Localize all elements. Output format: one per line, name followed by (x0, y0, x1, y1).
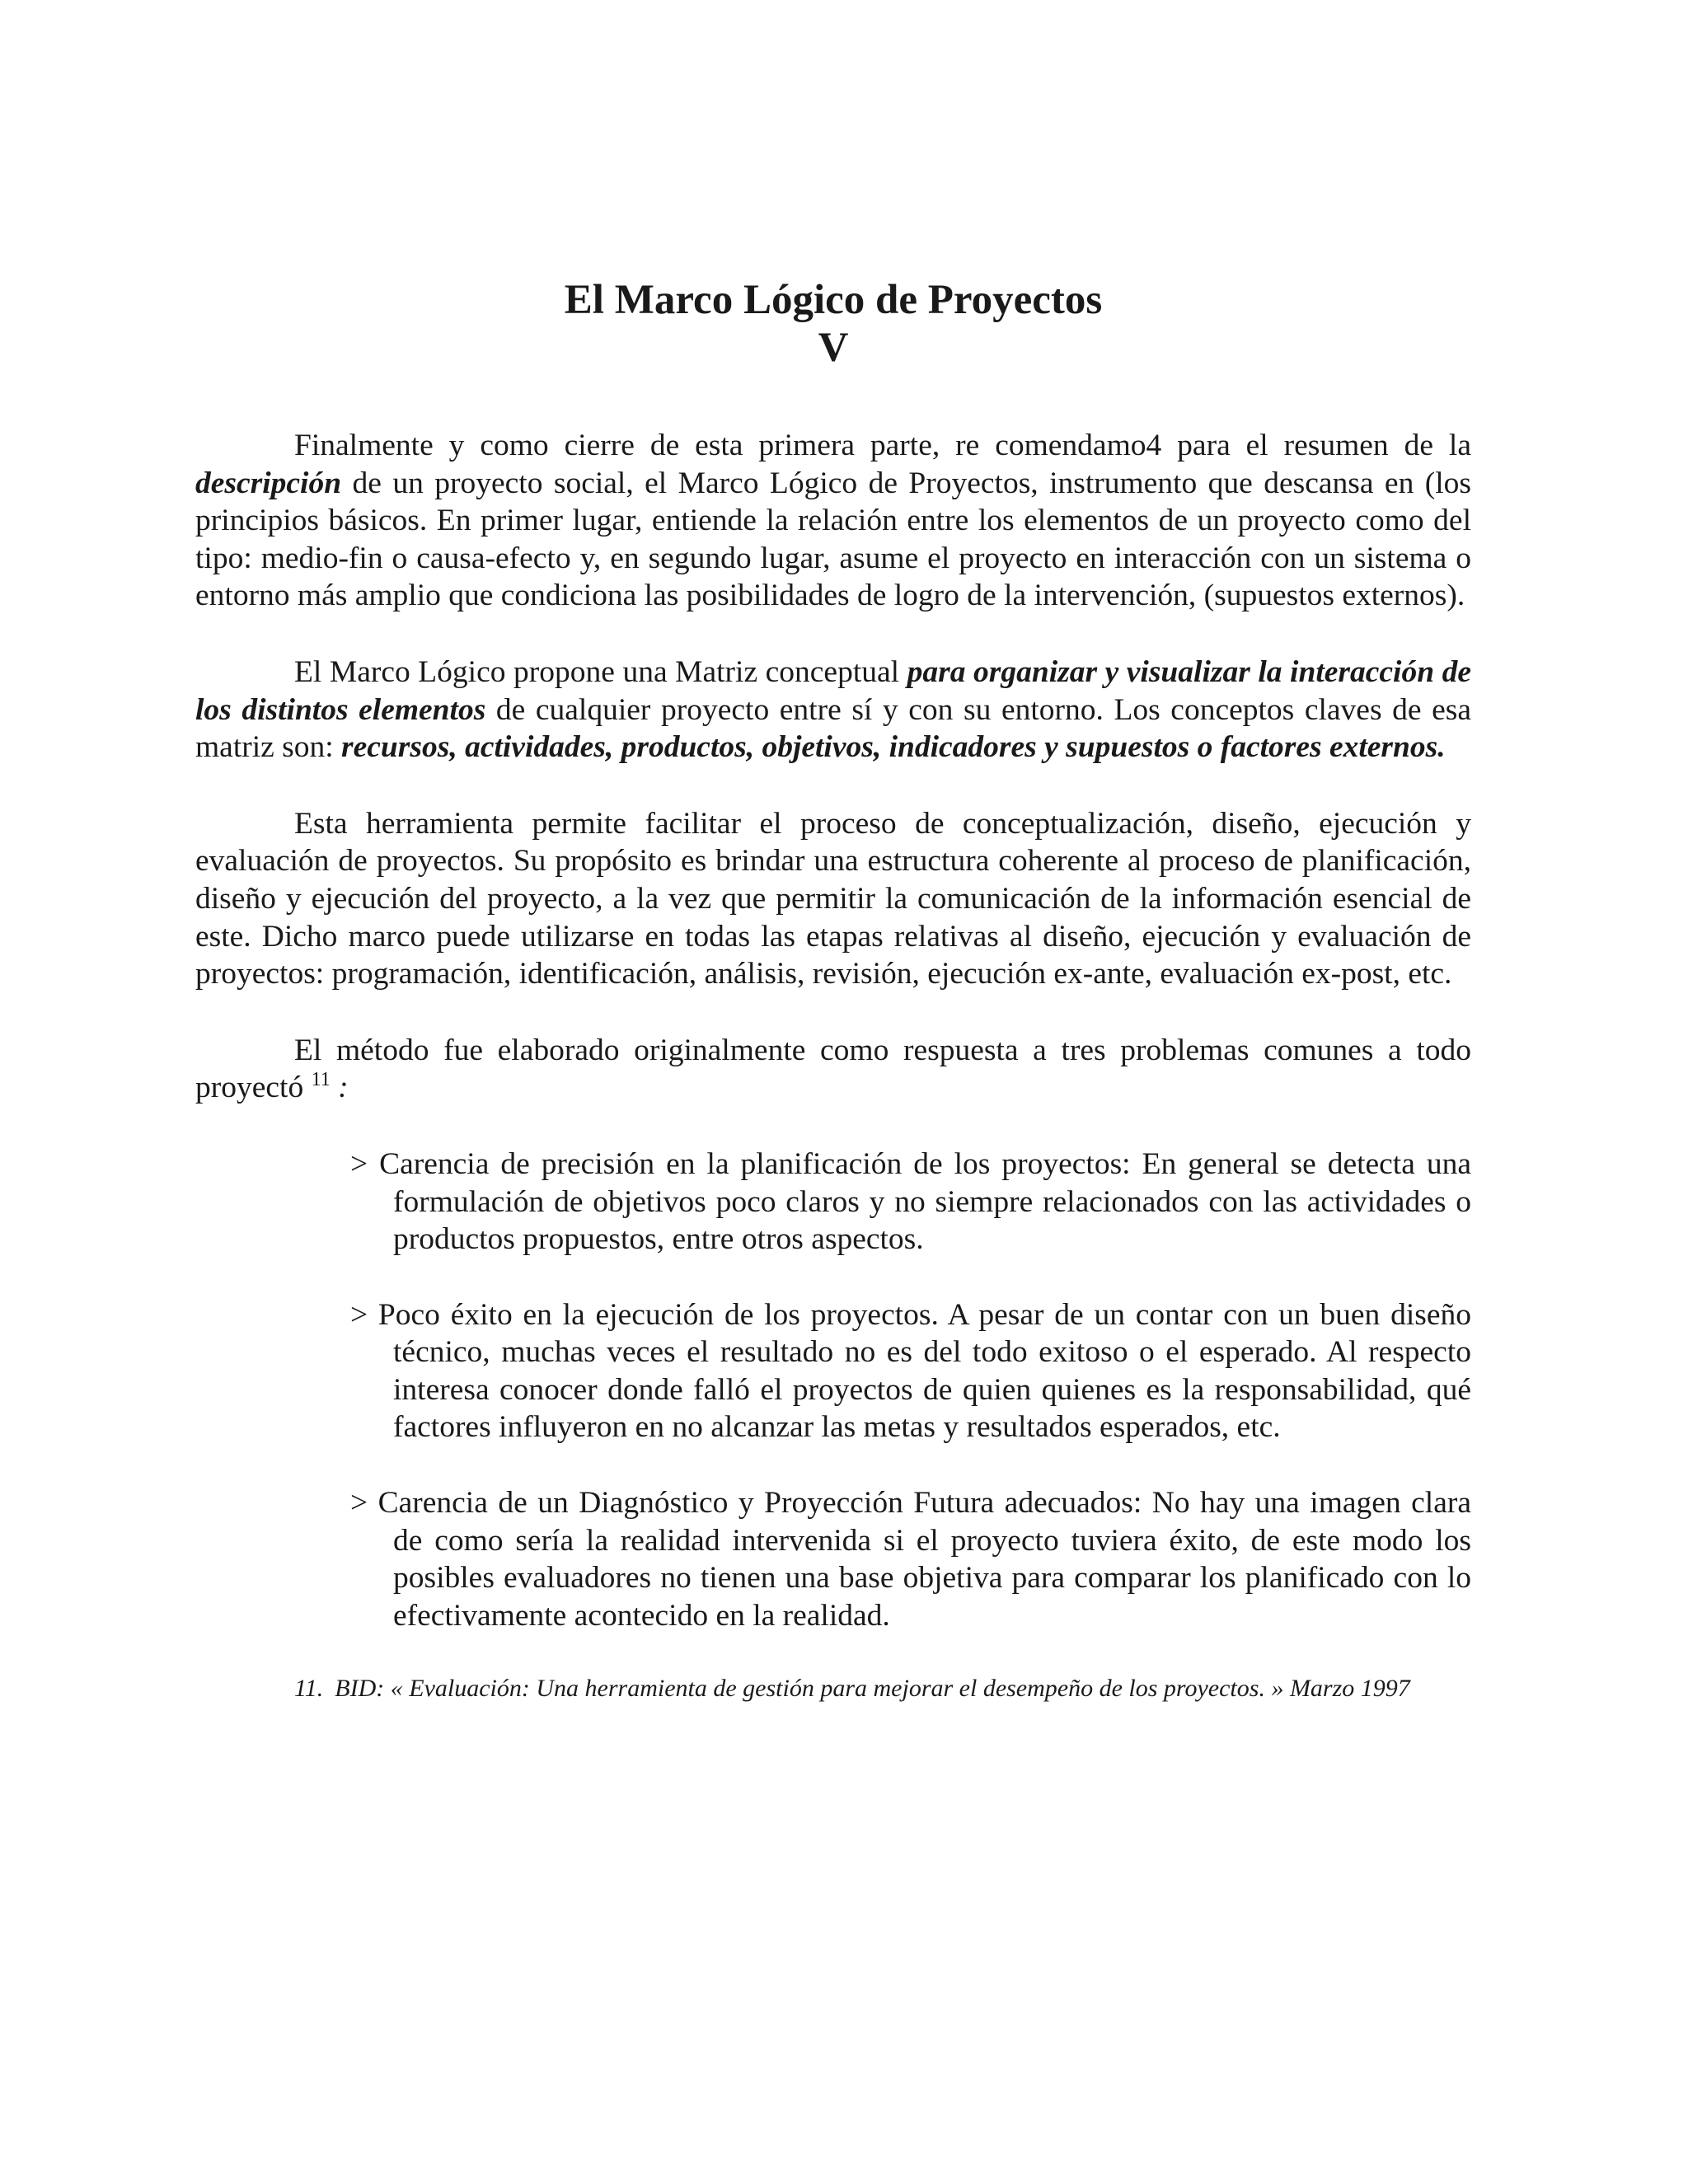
paragraph-2 (195, 654, 1471, 766)
footnote-text: BID: « Evaluación: Una herramienta de gestión para mejorar el desempeño de los proyectos. » Marzo 1997 (335, 1675, 1410, 1703)
paragraph-2-emphasis-2: recursos, actividades, productos, objetivos, indicadores y supuestos o factores externos. (341, 730, 1446, 765)
title-line-1: El Marco Lógico de Proyectos (564, 277, 1103, 323)
footnote-number: 11. (294, 1675, 324, 1703)
paragraph-1-text-c: de un proyecto social, el Marco Lógico de Proyectos, instrumento que descansa en (los principios básicos. En primer lugar, entiende la relación entre los elementos de un proyecto como del tipo: medio-fin o causa-efecto y, en segundo lugar, asume el proyecto en interacción con un sistema o entorno más amplio que condiciona las posibilidades de logro de la intervención, (supuestos externos). (195, 466, 1471, 613)
paragraph-4 (195, 1032, 1471, 1107)
footnote (195, 1672, 1471, 1705)
paragraph-1-emphasis: descripción (195, 466, 342, 500)
paragraph-1-text-a: Finalmente y como cierre de esta primera parte, re comendamo4 para el resumen de la (294, 429, 1471, 462)
paragraph-2-text-a: El Marco Lógico propone una Matriz conceptual (294, 654, 907, 689)
title-line-2: V (818, 325, 849, 371)
paragraph-4-text: El método fue elaborado originalmente como respuesta a tres problemas comunes a todo proyectó (195, 1033, 1471, 1105)
page-title (195, 276, 1471, 372)
list-item: > Poco éxito en la ejecución de los proyectos. A pesar de un contar con un buen diseño técnico, muchas veces el resultado no es del todo exitoso o el esperado. Al respecto interesa conocer donde falló el proyectos de quien quienes es la responsabilidad, qué factores influyeron en no alcanzar las metas y resultados esperados, etc. (350, 1297, 1471, 1445)
paragraph-1 (195, 427, 1471, 615)
paragraph-2-emphasis-1: para organizar y visualizar la interacción de los distintos elementos (195, 654, 1471, 727)
footnote-reference: 11 (311, 1069, 331, 1091)
problem-list (195, 1146, 1471, 1635)
list-item: > Carencia de un Diagnóstico y Proyección Futura adecuados: No hay una imagen clara de como sería la realidad intervenida si el proyecto tuviera éxito, de este modo los posibles evaluadores no tienen una base objetiva para comparar los planificado con lo efectivamente acontecido en la realidad. (350, 1486, 1471, 1633)
paragraph-4-colon: : (330, 1071, 349, 1105)
paragraph-2-text-c: de cualquier proyecto entre sí y con su entorno. Los conceptos claves de esa matriz son: (195, 692, 1471, 765)
list-item: > Carencia de precisión en la planificación de los proyectos: En general se detecta una formulación de objetivos poco claros y no siempre relacionados con las actividades o productos propuestos, entre otros aspectos. (350, 1146, 1471, 1257)
paragraph-3: Esta herramienta permite facilitar el proceso de conceptualización, diseño, ejecución y evaluación de proyectos. Su propósito es brindar una estructura coherente al proceso de planificación, diseño y ejecución del proyecto, a la vez que permitir la comunicación de la información esencial de este. Dicho marco puede utilizarse en todas las etapas relativas al diseño, ejecución y evaluación de proyectos: programación, identificación, análisis, revisión, ejecución ex-ante, evaluación ex-post, etc. (195, 806, 1471, 991)
document-page (195, 276, 1471, 1705)
